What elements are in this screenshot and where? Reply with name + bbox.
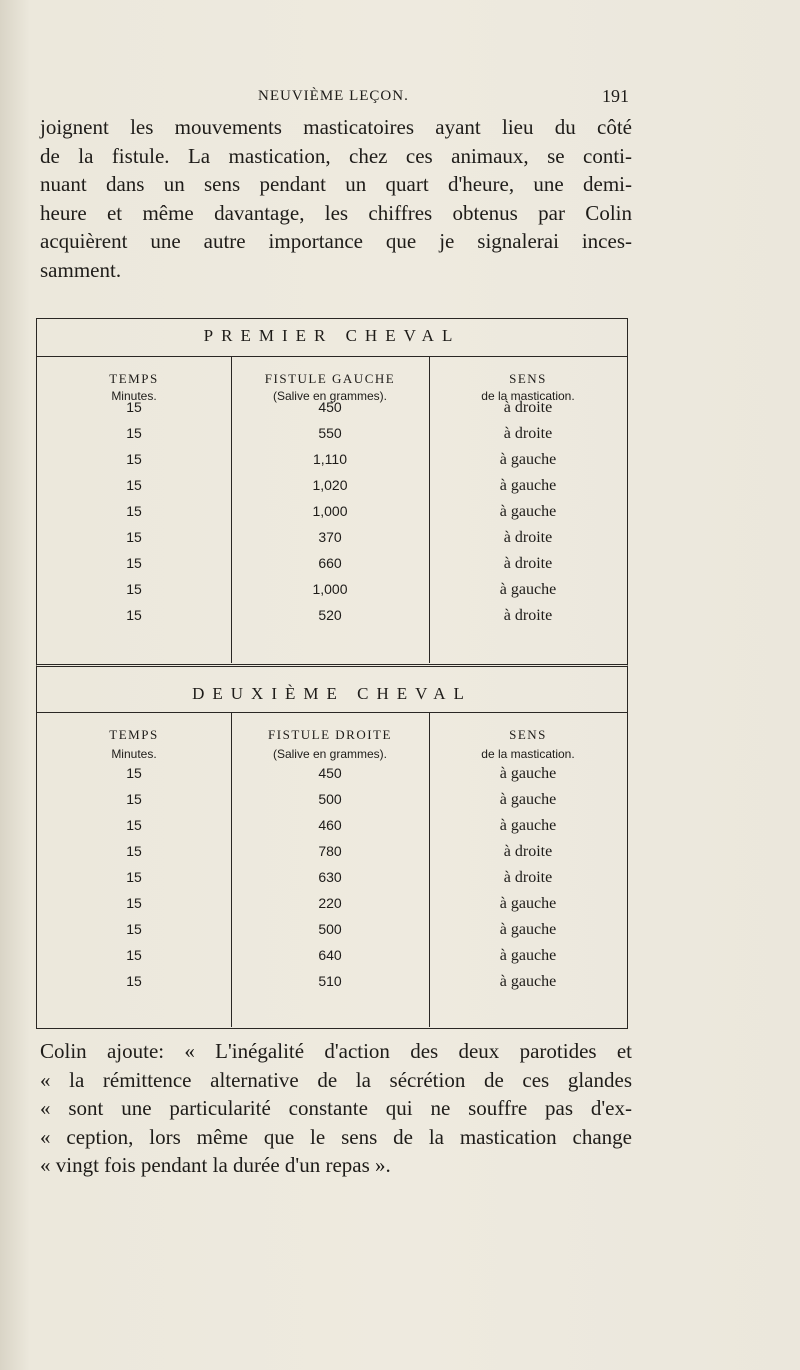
table-row: [37, 895, 627, 921]
table-rule: [37, 356, 627, 357]
cell-sens: à droite: [503, 843, 553, 860]
column-subheader-fistule: (Salive en grammes).: [272, 747, 388, 761]
table-row: [37, 529, 627, 555]
paragraph-intro: [40, 113, 632, 285]
cell-salive: 500: [318, 791, 342, 807]
cell-sens: à gauche: [499, 581, 557, 598]
column-header-temps: TEMPS: [109, 727, 159, 742]
column-subheader-fistule: (Salive en grammes).: [272, 389, 388, 403]
table-row: [37, 947, 627, 973]
table-body: [37, 765, 627, 999]
cell-salive: 460: [318, 817, 342, 833]
text-line: « ception, lors même que le sens de la mastication change: [40, 1124, 632, 1149]
cell-sens: à droite: [503, 529, 553, 546]
cell-temps: 15: [126, 425, 142, 441]
cell-salive: 550: [318, 425, 342, 441]
cell-salive: 1,000: [312, 581, 348, 597]
table-row: [37, 399, 627, 425]
cell-sens: à gauche: [499, 791, 557, 808]
table-row: [37, 973, 627, 999]
table-row: [37, 843, 627, 869]
cell-salive: 630: [318, 869, 342, 885]
cell-salive: 450: [318, 399, 342, 415]
paragraph-quote: [40, 1037, 632, 1180]
cell-sens: à gauche: [499, 947, 557, 964]
cell-sens: à droite: [503, 607, 553, 624]
cell-sens: à gauche: [499, 817, 557, 834]
header-title: NEUVIÈME LEÇON.: [258, 88, 409, 104]
cell-temps: 15: [126, 895, 142, 911]
cell-salive: 1,000: [312, 503, 348, 519]
column-subheader-sens: de la mastication.: [481, 389, 575, 403]
cell-sens: à gauche: [499, 765, 557, 782]
cell-salive: 1,110: [313, 451, 347, 467]
cell-temps: 15: [126, 399, 142, 415]
column-subheader-temps: Minutes.: [111, 747, 157, 761]
cell-salive: 1,020: [312, 477, 348, 493]
page-number: 191: [602, 86, 629, 106]
table-premier-cheval: [36, 318, 628, 664]
table-row: [37, 869, 627, 895]
text-line: nuant dans un sens pendant un quart d'heure, une demi-: [40, 172, 632, 197]
cell-sens: à gauche: [499, 895, 557, 912]
cell-salive: 450: [318, 765, 342, 781]
cell-salive: 780: [318, 843, 342, 859]
text-line: heure et même davantage, les chiffres obtenus par Colin: [40, 200, 632, 225]
cell-temps: 15: [126, 817, 142, 833]
text-line: joignent les mouvements masticatoires ayant lieu du côté: [40, 115, 632, 139]
table-title: PREMIER CHEVAL: [203, 326, 461, 345]
table-row: [37, 765, 627, 791]
cell-temps: 15: [126, 973, 142, 989]
table-rule: [37, 712, 627, 713]
cell-temps: 15: [126, 921, 142, 937]
cell-temps: 15: [126, 947, 142, 963]
column-header-sens: SENS: [509, 371, 547, 386]
cell-temps: 15: [126, 451, 142, 467]
cell-sens: à droite: [503, 399, 553, 416]
table-title: DEUXIÈME CHEVAL: [192, 684, 472, 703]
table-row: [37, 921, 627, 947]
column-subheader-temps: Minutes.: [111, 389, 157, 403]
cell-salive: 500: [318, 921, 342, 937]
table-row: [37, 581, 627, 607]
cell-sens: à droite: [503, 869, 553, 886]
text-line: « vingt fois pendant la durée d'un repas ».: [40, 1153, 391, 1178]
cell-temps: 15: [126, 477, 142, 493]
column-header-fistule: FISTULE GAUCHE: [264, 371, 396, 386]
column-header-temps: TEMPS: [109, 371, 159, 386]
text-line: de la fistule. La mastication, chez ces animaux, se conti-: [40, 143, 632, 168]
column-subheader-sens: de la mastication.: [481, 747, 575, 761]
cell-salive: 370: [318, 529, 342, 545]
table-deuxieme-cheval: [36, 664, 628, 1029]
cell-temps: 15: [126, 607, 142, 623]
cell-temps: 15: [126, 581, 142, 597]
cell-sens: à droite: [503, 425, 553, 442]
table-row: [37, 607, 627, 633]
table-body: [37, 399, 627, 633]
text-line: « la rémittence alternative de la sécrétion de ces glandes: [40, 1067, 632, 1092]
table-row: [37, 451, 627, 477]
table-row: [37, 503, 627, 529]
text-line: « sont une particularité constante qui ne souffre pas d'ex-: [40, 1096, 632, 1121]
cell-sens: à gauche: [499, 921, 557, 938]
cell-sens: à gauche: [499, 503, 557, 520]
cell-salive: 220: [318, 895, 342, 911]
column-header-sens: SENS: [509, 727, 547, 742]
text-line: samment.: [40, 257, 122, 282]
table-row: [37, 477, 627, 503]
text-line: acquièrent une autre importance que je signalerai inces-: [40, 229, 632, 254]
table-row: [37, 555, 627, 581]
cell-salive: 520: [318, 607, 342, 623]
cell-temps: 15: [126, 869, 142, 885]
cell-temps: 15: [126, 791, 142, 807]
cell-salive: 510: [318, 973, 342, 989]
cell-salive: 660: [318, 555, 342, 571]
cell-temps: 15: [126, 765, 142, 781]
cell-temps: 15: [126, 529, 142, 545]
running-header: [0, 88, 800, 110]
cell-temps: 15: [126, 843, 142, 859]
cell-salive: 640: [318, 947, 342, 963]
cell-sens: à gauche: [499, 477, 557, 494]
cell-temps: 15: [126, 555, 142, 571]
table-row: [37, 817, 627, 843]
cell-sens: à gauche: [499, 973, 557, 990]
column-header-fistule: FISTULE DROITE: [268, 727, 392, 742]
table-row: [37, 791, 627, 817]
cell-sens: à droite: [503, 555, 553, 572]
cell-temps: 15: [126, 503, 142, 519]
text-line: Colin ajoute: « L'inégalité d'action des deux parotides et: [40, 1039, 632, 1063]
table-row: [37, 425, 627, 451]
cell-sens: à gauche: [499, 451, 557, 468]
